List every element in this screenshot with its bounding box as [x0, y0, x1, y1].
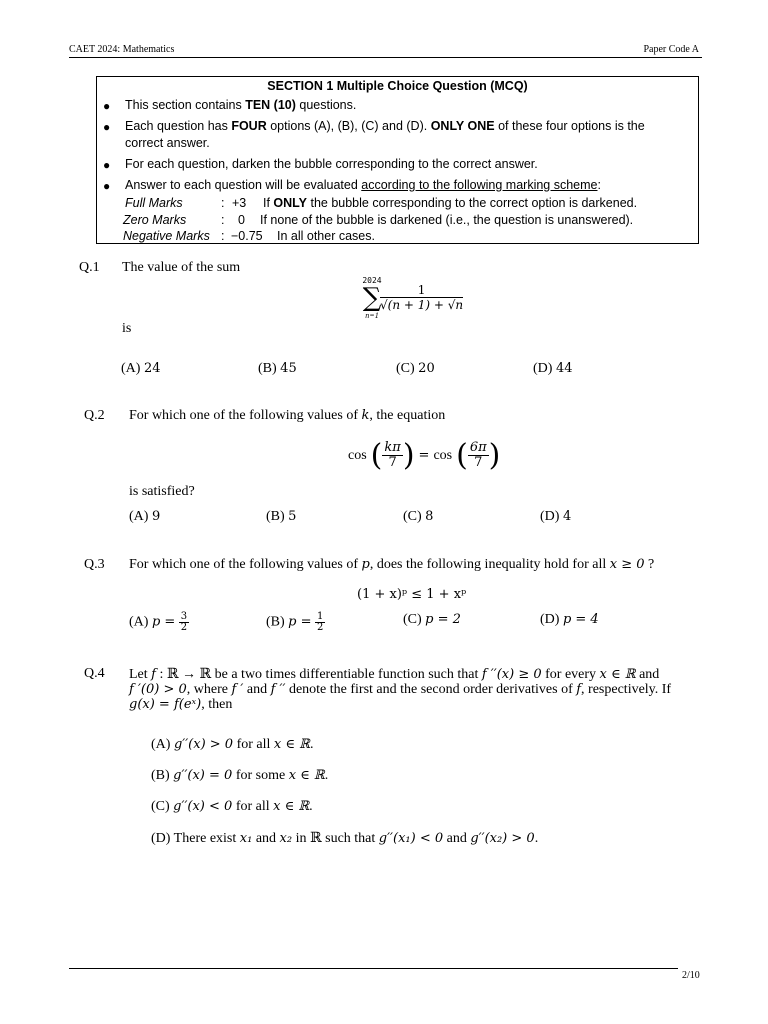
header-left: CAET 2024: Mathematics — [69, 44, 175, 55]
bullet-icon: ● — [103, 120, 111, 134]
option-a[interactable]: (A) 24 — [121, 361, 161, 376]
zero-marks-value: 0 — [238, 213, 245, 227]
option-c[interactable]: (C) p = 2 — [403, 612, 461, 627]
sum-fraction: $\frac{1}{√(n + 1) + √n}$ — [380, 283, 464, 312]
page-number: 2/10 — [682, 970, 700, 981]
option-b[interactable]: (B) 5 — [266, 509, 297, 524]
option-d[interactable]: (D) p = 4 — [540, 612, 599, 627]
question-number: Q.1 — [79, 260, 100, 275]
question-number: Q.4 — [84, 666, 105, 681]
bullet-icon: ● — [103, 158, 111, 172]
header-right: Paper Code A — [643, 44, 699, 55]
full-marks-value: +3 — [232, 196, 247, 210]
header-rule — [69, 57, 702, 58]
option-d[interactable]: (D) There exist x₁ and x₂ in ℝ such that g′′(x₁) < 0 and g′′(x₂) > 0. — [151, 831, 539, 846]
option-b[interactable]: (B) g′′(x) = 0 for some x ∈ ℝ. — [151, 768, 329, 783]
question-number: Q.2 — [84, 408, 105, 423]
bullet-icon: ● — [103, 99, 111, 113]
full-marks-text: If ONLY the bubble corresponding to the correct option is darkened. — [263, 196, 638, 210]
instruction-3: For each question, darken the bubble corresponding to the correct answer. — [125, 157, 538, 171]
option-c[interactable]: (C) 8 — [403, 509, 434, 524]
full-marks-label: Full Marks — [125, 196, 183, 210]
question-stem-line-2: f ′(0) > 0, where f ′ and f ′′ denote the first and the second order derivatives of f, respectively. If — [129, 682, 672, 697]
negative-marks-value: −0.75 — [231, 229, 263, 243]
question-tail: is satisfied? — [129, 484, 195, 499]
zero-marks-label: Zero Marks — [123, 213, 187, 227]
bullet-icon: ● — [103, 179, 111, 193]
equation: cos ( $\frac{k\pi}{7}$ ) = cos ( $\frac{6\pi}{7}$ ) — [348, 438, 501, 473]
negative-marks-text: In all other cases. — [277, 229, 375, 243]
section-title: SECTION 1 Multiple Choice Question (MCQ) — [267, 79, 528, 93]
instruction-1: This section contains TEN (10) questions. — [125, 98, 357, 112]
instruction-4: Answer to each question will be evaluated according to the following marking scheme: — [125, 178, 601, 192]
instructions-box: SECTION 1 Multiple Choice Question (MCQ) ● This section contains TEN (10) questions. ● Each question has FOUR options (A), (B), (C) and (D). ONLY ONE of these four options is the correct answer. ● For each question, darken the bubble corresponding to the correct answer. ● Answer to each question will be evaluated according to the following marking scheme: Full Marks : +3 If ONLY the bubble corresponding to the correct option is darkened. Zero Marks : 0 If none of the bubble is darkened (i.e., the question is unanswered). Negative Marks : −0.75 In all other cases. — [96, 76, 699, 244]
option-a[interactable]: (A) g′′(x) > 0 for all x ∈ ℝ. — [151, 737, 314, 752]
option-c[interactable]: (C) g′′(x) < 0 for all x ∈ ℝ. — [151, 799, 313, 814]
question-stem-line-3: g(x) = f(eˣ), then — [129, 697, 233, 712]
option-a[interactable]: (A) 9 — [129, 509, 161, 524]
inequality: (1 + x)ᵖ ≤ 1 + xᵖ — [357, 587, 467, 602]
question-stem: The value of the sum — [122, 260, 241, 275]
option-b[interactable]: (B) p = $\frac{1}{2}$ — [266, 611, 324, 633]
question-stem: For which one of the following values of p, does the following inequality hold for all x ≥ 0 ? — [129, 557, 655, 572]
option-b[interactable]: (B) 45 — [258, 361, 297, 376]
option-d[interactable]: (D) 44 — [533, 361, 573, 376]
instruction-2: Each question has FOUR options (A), (B), (C) and (D). ONLY ONE of these four options is the correct answer. — [125, 119, 645, 150]
zero-marks-text: If none of the bubble is darkened (i.e., the question is unanswered). — [260, 213, 634, 227]
summation: 2024 ∑ n=1 — [352, 276, 392, 321]
question-stem: For which one of the following values of k, the equation — [129, 408, 446, 423]
option-a[interactable]: (A) p = $\frac{3}{2}$ — [129, 611, 188, 633]
footer-rule — [69, 968, 678, 969]
negative-marks-label: Negative Marks — [123, 229, 210, 243]
question-number: Q.3 — [84, 557, 105, 572]
option-d[interactable]: (D) 4 — [540, 509, 572, 524]
question-stem-line-1: Let f : ℝ → ℝ be a two times differentiable function such that f ′′(x) ≥ 0 for every x ∈ ℝ and — [129, 667, 660, 682]
option-c[interactable]: (C) 20 — [396, 361, 435, 376]
sigma-icon: ∑ — [362, 283, 382, 313]
question-tail: is — [122, 321, 132, 336]
